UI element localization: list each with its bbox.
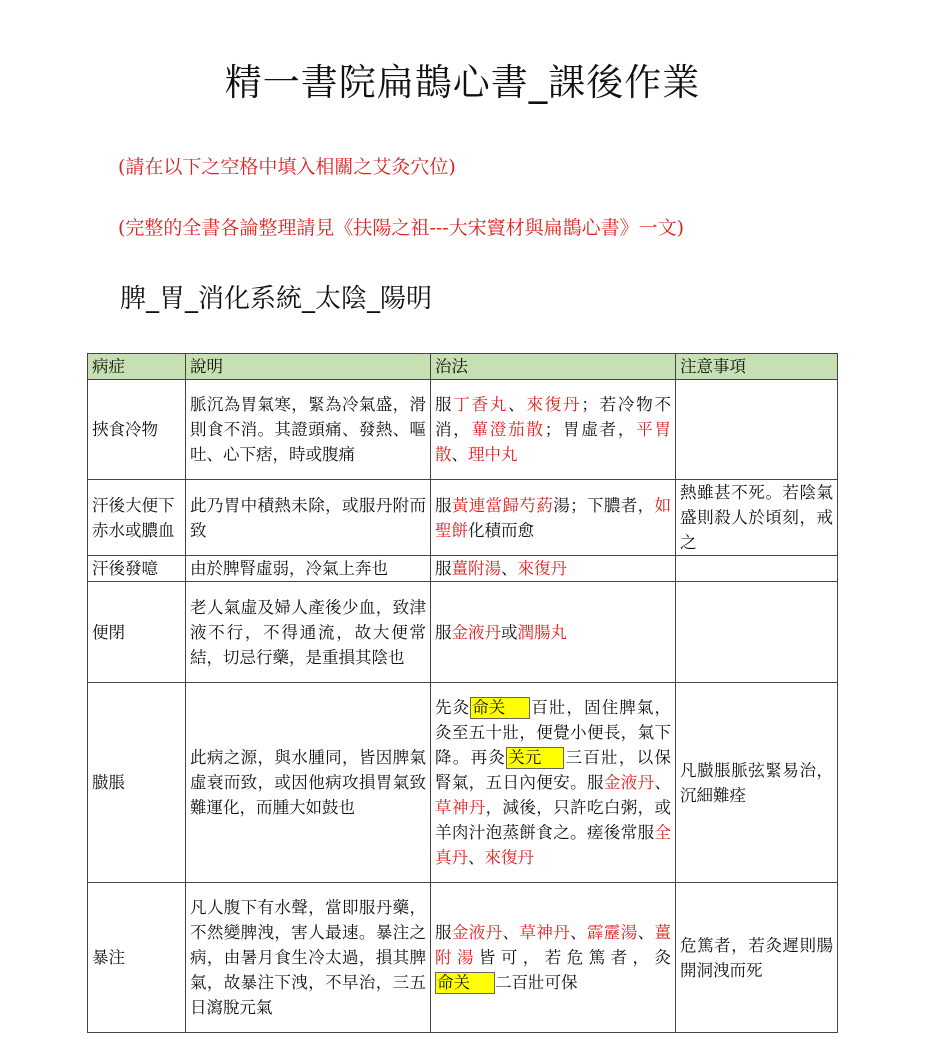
prescription: 來復丹: [517, 559, 567, 578]
prescription: 薑附湯: [451, 559, 501, 578]
prescription: 薑附湯: [435, 923, 672, 967]
prescription: 霹靂湯: [586, 923, 638, 942]
header-description: 說明: [186, 354, 431, 380]
disease-cell: 汗後發噫: [88, 556, 186, 582]
description-cell: 此病之源，與水腫同，皆因脾氣虛衰而致，或因他病攻損胃氣致難運化，而腫大如鼓也: [186, 683, 431, 883]
header-notes: 注意事項: [676, 354, 838, 380]
notes-cell: 危篤者，若灸遲則腸開洞洩而死: [676, 883, 838, 1033]
disease-cell: 挾食冷物: [88, 380, 186, 480]
instruction-note: (請在以下之空格中填入相關之艾灸穴位): [118, 156, 456, 178]
treatment-cell: 服丁香丸、來復丹；若冷物不消，蓽澄茄散；胃虛者，平胃散、理中丸: [431, 380, 676, 480]
page-title: 精一書院扁鵲心書_課後作業: [224, 61, 701, 104]
treatment-cell: 服黃連當歸芍葯湯；下膿者，如聖餅化積而愈: [431, 480, 676, 556]
disease-cell: 汗後大便下赤水或膿血: [88, 480, 186, 556]
prescription: 如聖餅: [435, 495, 672, 540]
notes-cell: [676, 556, 838, 582]
prescription: 來復丹: [526, 395, 582, 414]
header-disease: 病症: [88, 354, 186, 380]
acupoint-blank[interactable]: 命关: [470, 697, 530, 719]
description-cell: 老人氣虛及婦人產後少血，致津液不行，不得通流，故大便常結，切忌行藥，是重損其陰也: [186, 582, 431, 683]
description-cell: 凡人腹下有水聲，當即服丹藥，不然變脾洩，害人最速。暴注之病，由暑月食生冷太過，損其脾氣，故暴注下洩，不早治，三五日瀉脫元氣: [186, 883, 431, 1033]
notes-cell: [676, 582, 838, 683]
prescription: 理中丸: [468, 445, 518, 464]
description-cell: 脈沉為胃氣寒，緊為冷氣盛，滑則食不消。其證頭痛、發熱、嘔吐、心下痞，時或腹痛: [186, 380, 431, 480]
treatment-cell: 服薑附湯、來復丹: [431, 556, 676, 582]
prescription: 金液丹: [451, 923, 503, 942]
table-row: [88, 683, 838, 883]
prescription: 丁香丸: [453, 395, 509, 414]
prescription: 蓽澄茄散: [471, 420, 545, 439]
prescription: 金液丹: [451, 622, 501, 642]
treatment-cell: 服金液丹、草神丹、霹靂湯、薑附湯皆可，若危篤者，灸命关 二百壯可保: [431, 883, 676, 1033]
table-row: [88, 480, 838, 556]
description-cell: 此乃胃中積熱未除，或服丹附而致: [186, 480, 431, 556]
prescription: 黃連當歸芍葯: [451, 495, 554, 515]
homework-table: [87, 353, 838, 1033]
prescription: 潤腸丸: [517, 622, 567, 642]
disease-cell: 臌脹: [88, 683, 186, 883]
acupoint-blank[interactable]: 关元: [506, 747, 564, 769]
section-heading: 脾_胃_消化系統_太陰_陽明: [120, 284, 433, 314]
treatment-cell: 服金液丹或潤腸丸: [431, 582, 676, 683]
prescription: 金液丹: [603, 773, 655, 792]
prescription: 平胃散: [435, 420, 672, 464]
acupoint-blank[interactable]: 命关: [435, 972, 495, 994]
table-row: [88, 883, 838, 1033]
notes-cell: [676, 380, 838, 480]
table-row: [88, 380, 838, 480]
table-row: [88, 582, 838, 683]
notes-cell: 熱雖甚不死。若陰氣盛則殺人於頃刻，戒之: [676, 480, 838, 556]
prescription: 全真丹: [435, 823, 671, 867]
table-row: [88, 556, 838, 582]
disease-cell: 暴注: [88, 883, 186, 1033]
notes-cell: 凡臌脹脈弦緊易治，沉細難痊: [676, 683, 838, 883]
header-treatment: 治法: [431, 354, 676, 380]
disease-cell: 便閉: [88, 582, 186, 683]
table-header-row: [88, 354, 838, 380]
prescription: 來復丹: [484, 848, 534, 867]
prescription: 草神丹: [519, 923, 571, 942]
treatment-cell: 先灸 命关 百壯，固住脾氣，灸至五十壯，便覺小便長，氣下降。再灸 关元 三百壯，以保腎氣，五日內便安。服金液丹、草神丹，減後，只許吃白粥，或羊肉汁泡蒸餅食之。瘥後常服全真丹、來復丹: [431, 683, 676, 883]
reference-note: (完整的全書各論整理請見《扶陽之祖---大宋竇材與扁鵲心書》一文): [118, 217, 685, 239]
description-cell: 由於脾腎虛弱，冷氣上奔也: [186, 556, 431, 582]
prescription: 草神丹: [435, 798, 486, 817]
